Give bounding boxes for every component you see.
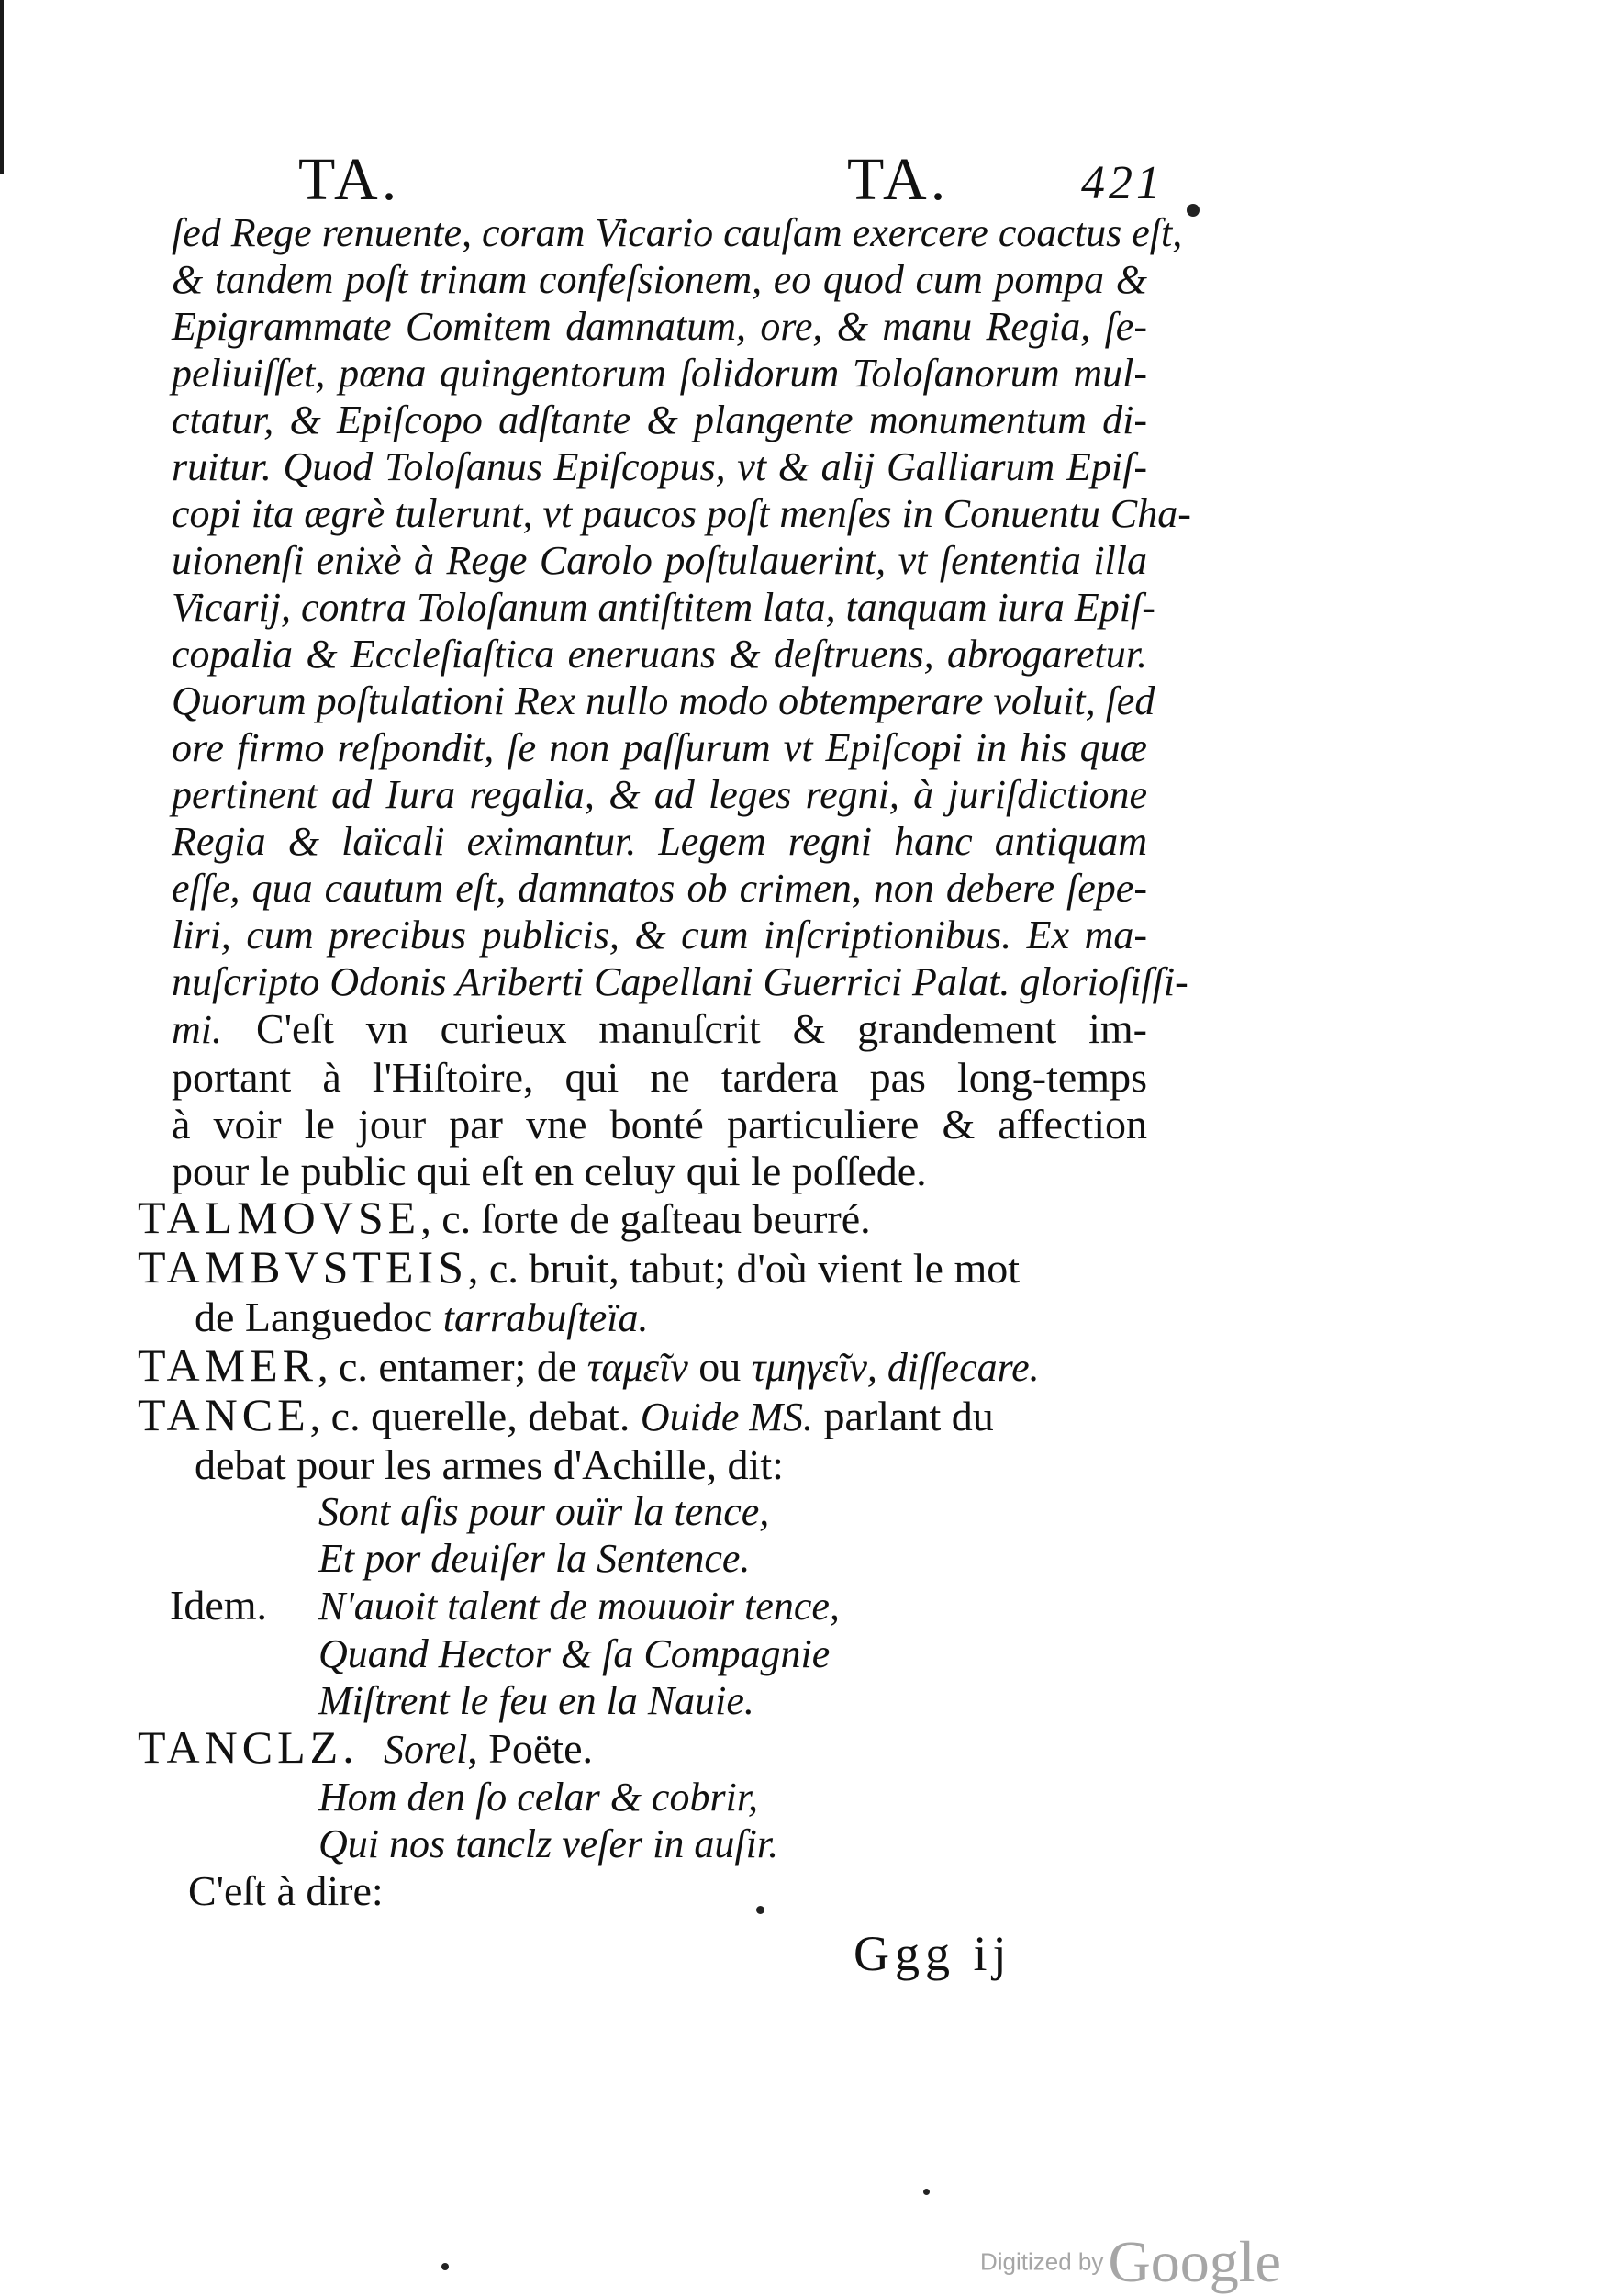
latin-line: Vicarij, contra Toloſanum antiſtitem lata, tanquam iura Epiſ- <box>172 585 1155 630</box>
latin-line: Regia & laïcali eximantur. Legem regni hanc antiquam <box>172 819 1147 864</box>
verse-line: Miſtrent le feu en la Nauie. <box>318 1678 754 1723</box>
page-body <box>138 209 1191 1914</box>
latin-line: ſed Rege renuente, coram Vicario cauſam exercere coactus eſt, <box>172 210 1183 255</box>
latin-line: nuſcripto Odonis Ariberti Capellani Guerrici Palat. glorioſiſſi- <box>172 959 1188 1004</box>
google-logo: Google <box>1108 2229 1281 2294</box>
greek-word: τμηγεῖν <box>751 1345 867 1390</box>
ink-speck <box>756 1906 764 1914</box>
source-citation: Ouide MS. <box>640 1394 814 1439</box>
entry-text: , c. entamer; de <box>318 1343 587 1390</box>
running-head-right: TA. <box>847 146 950 213</box>
entry-head: TALMOVSE <box>138 1192 421 1243</box>
ink-speck <box>923 2189 930 2195</box>
signature-mark: Ggg ij <box>854 1926 1012 1981</box>
entry-head: TAMER <box>138 1339 318 1391</box>
entry-word-italic: tarrabuſteïa. <box>442 1295 649 1340</box>
entry-tance <box>138 1389 1147 1441</box>
mixed-line-italic: mi. <box>172 1007 222 1052</box>
entry-text: de Languedoc <box>195 1294 443 1340</box>
source-citation: Sorel <box>384 1727 468 1772</box>
latin-line: eſſe, qua cautum eſt, damnatos ob crimen, non debere ſepe- <box>172 866 1147 911</box>
latin-line: copalia & Eccleſiaſtica eneruans & deſtruens, abrogaretur. <box>172 632 1147 677</box>
entry-text: , c. ſorte de gaſteau beurré. <box>420 1195 871 1242</box>
verse-line: Qui nos tanclz veſer in auſir. <box>318 1821 779 1866</box>
verse-line: Et por deuiſer la Sentence. <box>318 1536 751 1581</box>
digitized-watermark <box>980 2228 1281 2296</box>
verse-line: Hom den ſo celar & cobrir, <box>318 1775 759 1820</box>
ink-speck <box>441 2263 449 2270</box>
entry-tamer <box>138 1339 1147 1392</box>
entry-talmouse <box>138 1194 1147 1244</box>
closing-line: C'eſt à dire: <box>188 1867 384 1914</box>
scan-edge <box>0 0 15 174</box>
french-line: pour le public qui eſt en celuy qui le poſſede. <box>172 1148 927 1194</box>
latin-line: Epigrammate Comitem damnatum, ore, & manu Regia, ſe- <box>172 304 1147 349</box>
latin-line: ore firmo reſpondit, ſe non paſſurum vt Epiſcopi in his quæ <box>172 725 1147 770</box>
french-line: portant à l'Hiſtoire, qui ne tardera pas long-temps <box>172 1054 1147 1101</box>
mixed-line-roman: C'eſt vn curieux manuſcrit & grandement im- <box>256 1005 1147 1052</box>
latin-line: peliuiſſet, pœna quingentorum ſolidorum Toloſanorum mul- <box>172 351 1147 396</box>
entry-text: ou <box>687 1343 752 1390</box>
latin-line: pertinent ad Iura regalia, & ad leges regni, à juriſdictione <box>172 772 1147 817</box>
latin-line: uionenſi enixè à Rege Carolo poſtulauerint, vt ſententia illa <box>172 538 1147 583</box>
latin-line: copi ita ægrè tulerunt, vt paucos poſt menſes in Conuentu Cha- <box>172 491 1191 536</box>
watermark-prefix: Digitized by <box>980 2247 1104 2276</box>
entry-text: , diſſecare. <box>866 1345 1040 1390</box>
french-line: à voir le jour par vne bonté particuliere & affection <box>172 1101 1147 1148</box>
idem-label: Idem. <box>170 1582 268 1629</box>
entry-continuation: debat pour les armes d'Achille, dit: <box>195 1441 784 1488</box>
entry-head: TANCLZ. <box>138 1721 359 1773</box>
verse-line: N'auoit talent de mouuoir tence, <box>318 1584 840 1629</box>
entry-text: , Poëte. <box>467 1725 593 1772</box>
entry-text: , c. querelle, debat. <box>309 1393 641 1439</box>
entry-text: , c. bruit, tabut; d'où vient le mot <box>467 1245 1020 1292</box>
entry-tanclz <box>138 1721 1147 1774</box>
running-head-left: TA. <box>298 146 401 213</box>
latin-line: & tandem poſt trinam confeſsionem, eo quod cum pompa & <box>172 257 1147 302</box>
latin-line: ruitur. Quod Toloſanus Epiſcopus, vt & alij Galliarum Epiſ- <box>172 444 1147 489</box>
entry-text: parlant du <box>813 1393 994 1439</box>
ink-speck <box>1187 204 1200 217</box>
verse-line: Sont aſis pour ouïr la tence, <box>318 1489 770 1534</box>
idem-verse-line <box>138 1582 1147 1630</box>
entry-continuation <box>138 1294 1147 1342</box>
greek-word: ταμεῖν <box>586 1345 688 1390</box>
entry-head: TAMBVSTEIS <box>138 1241 468 1293</box>
mixed-line <box>138 1005 1147 1054</box>
page-number: 421 <box>1081 157 1164 209</box>
entry-head: TANCE <box>138 1389 310 1440</box>
entry-tambusteis <box>138 1241 1147 1294</box>
verse-line: Quand Hector & ſa Compagnie <box>318 1631 831 1676</box>
latin-line: liri, cum precibus publicis, & cum inſcriptionibus. Ex ma- <box>172 913 1147 958</box>
latin-line: Quorum poſtulationi Rex nullo modo obtemperare voluit, ſed <box>172 678 1155 723</box>
latin-line: ctatur, & Epiſcopo adſtante & plangente monumentum di- <box>172 398 1147 442</box>
